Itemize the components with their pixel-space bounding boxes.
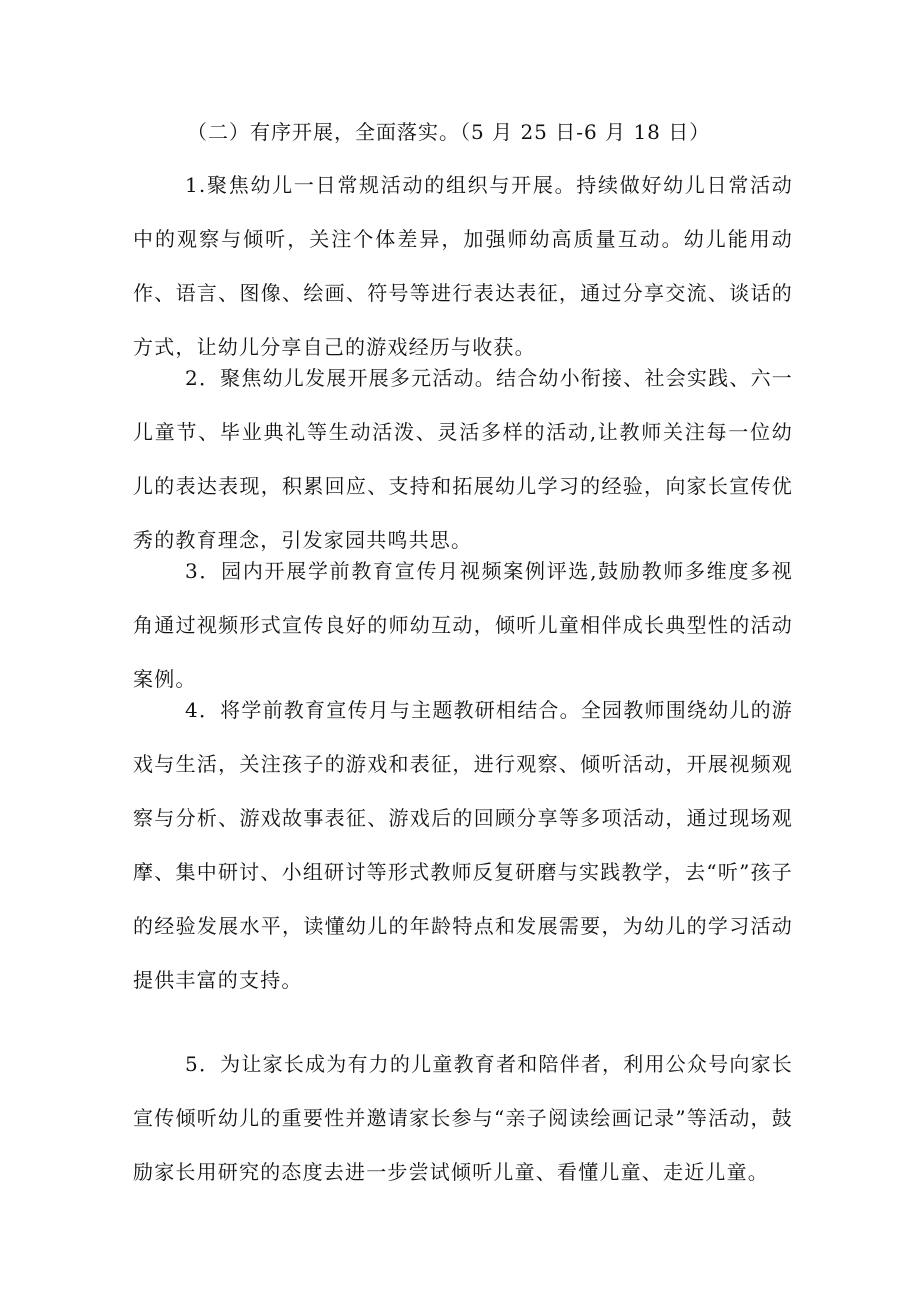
section-heading: （二）有序开展，全面落实。（5 月 25 日-6 月 18 日）	[187, 120, 711, 144]
paragraph-item-3: 3．园内开展学前教育宣传月视频案例评选,鼓励教师多维度多视角通过视频形式宣传良好的师幼互动，倾听儿童相伴成长典型性的活动案例。	[133, 559, 793, 691]
paragraph-item-2: 2．聚焦幼儿发展开展多元活动。结合幼小衔接、社会实践、六一儿童节、毕业典礼等生动活泼、灵活多样的活动,让教师关注每一位幼儿的表达表现，积累回应、支持和拓展幼儿学习的经验，向家长宣传优秀的教育理念，引发家园共鸣共思。	[133, 366, 793, 552]
paragraph-item-4: 4．将学前教育宣传月与主题教研相结合。全园教师围绕幼儿的游戏与生活，关注孩子的游戏和表征，进行观察、倾听活动，开展视频观察与分析、游戏故事表征、游戏后的回顾分享等多项活动，通过现场观摩、集中研讨、小组研讨等形式教师反复研磨与实践教学，去“听”孩子的经验发展水平，读懂幼儿的年龄特点和发展需要，为幼儿的学习活动提供丰富的支持。	[133, 698, 793, 992]
paragraph-item-5: 5．为让家长成为有力的儿童教育者和陪伴者，利用公众号向家长宣传倾听幼儿的重要性并邀请家长参与“亲子阅读绘画记录”等活动，鼓励家长用研究的态度去进一步尝试倾听儿童、看懂儿童、走近儿童。	[133, 1052, 793, 1184]
paragraph-item-1: 1.聚焦幼儿一日常规活动的组织与开展。持续做好幼儿日常活动中的观察与倾听，关注个体差异，加强师幼高质量互动。幼儿能用动作、语言、图像、绘画、符号等进行表达表征，通过分享交流、谈话的方式，让幼儿分享自己的游戏经历与收获。	[133, 173, 793, 359]
